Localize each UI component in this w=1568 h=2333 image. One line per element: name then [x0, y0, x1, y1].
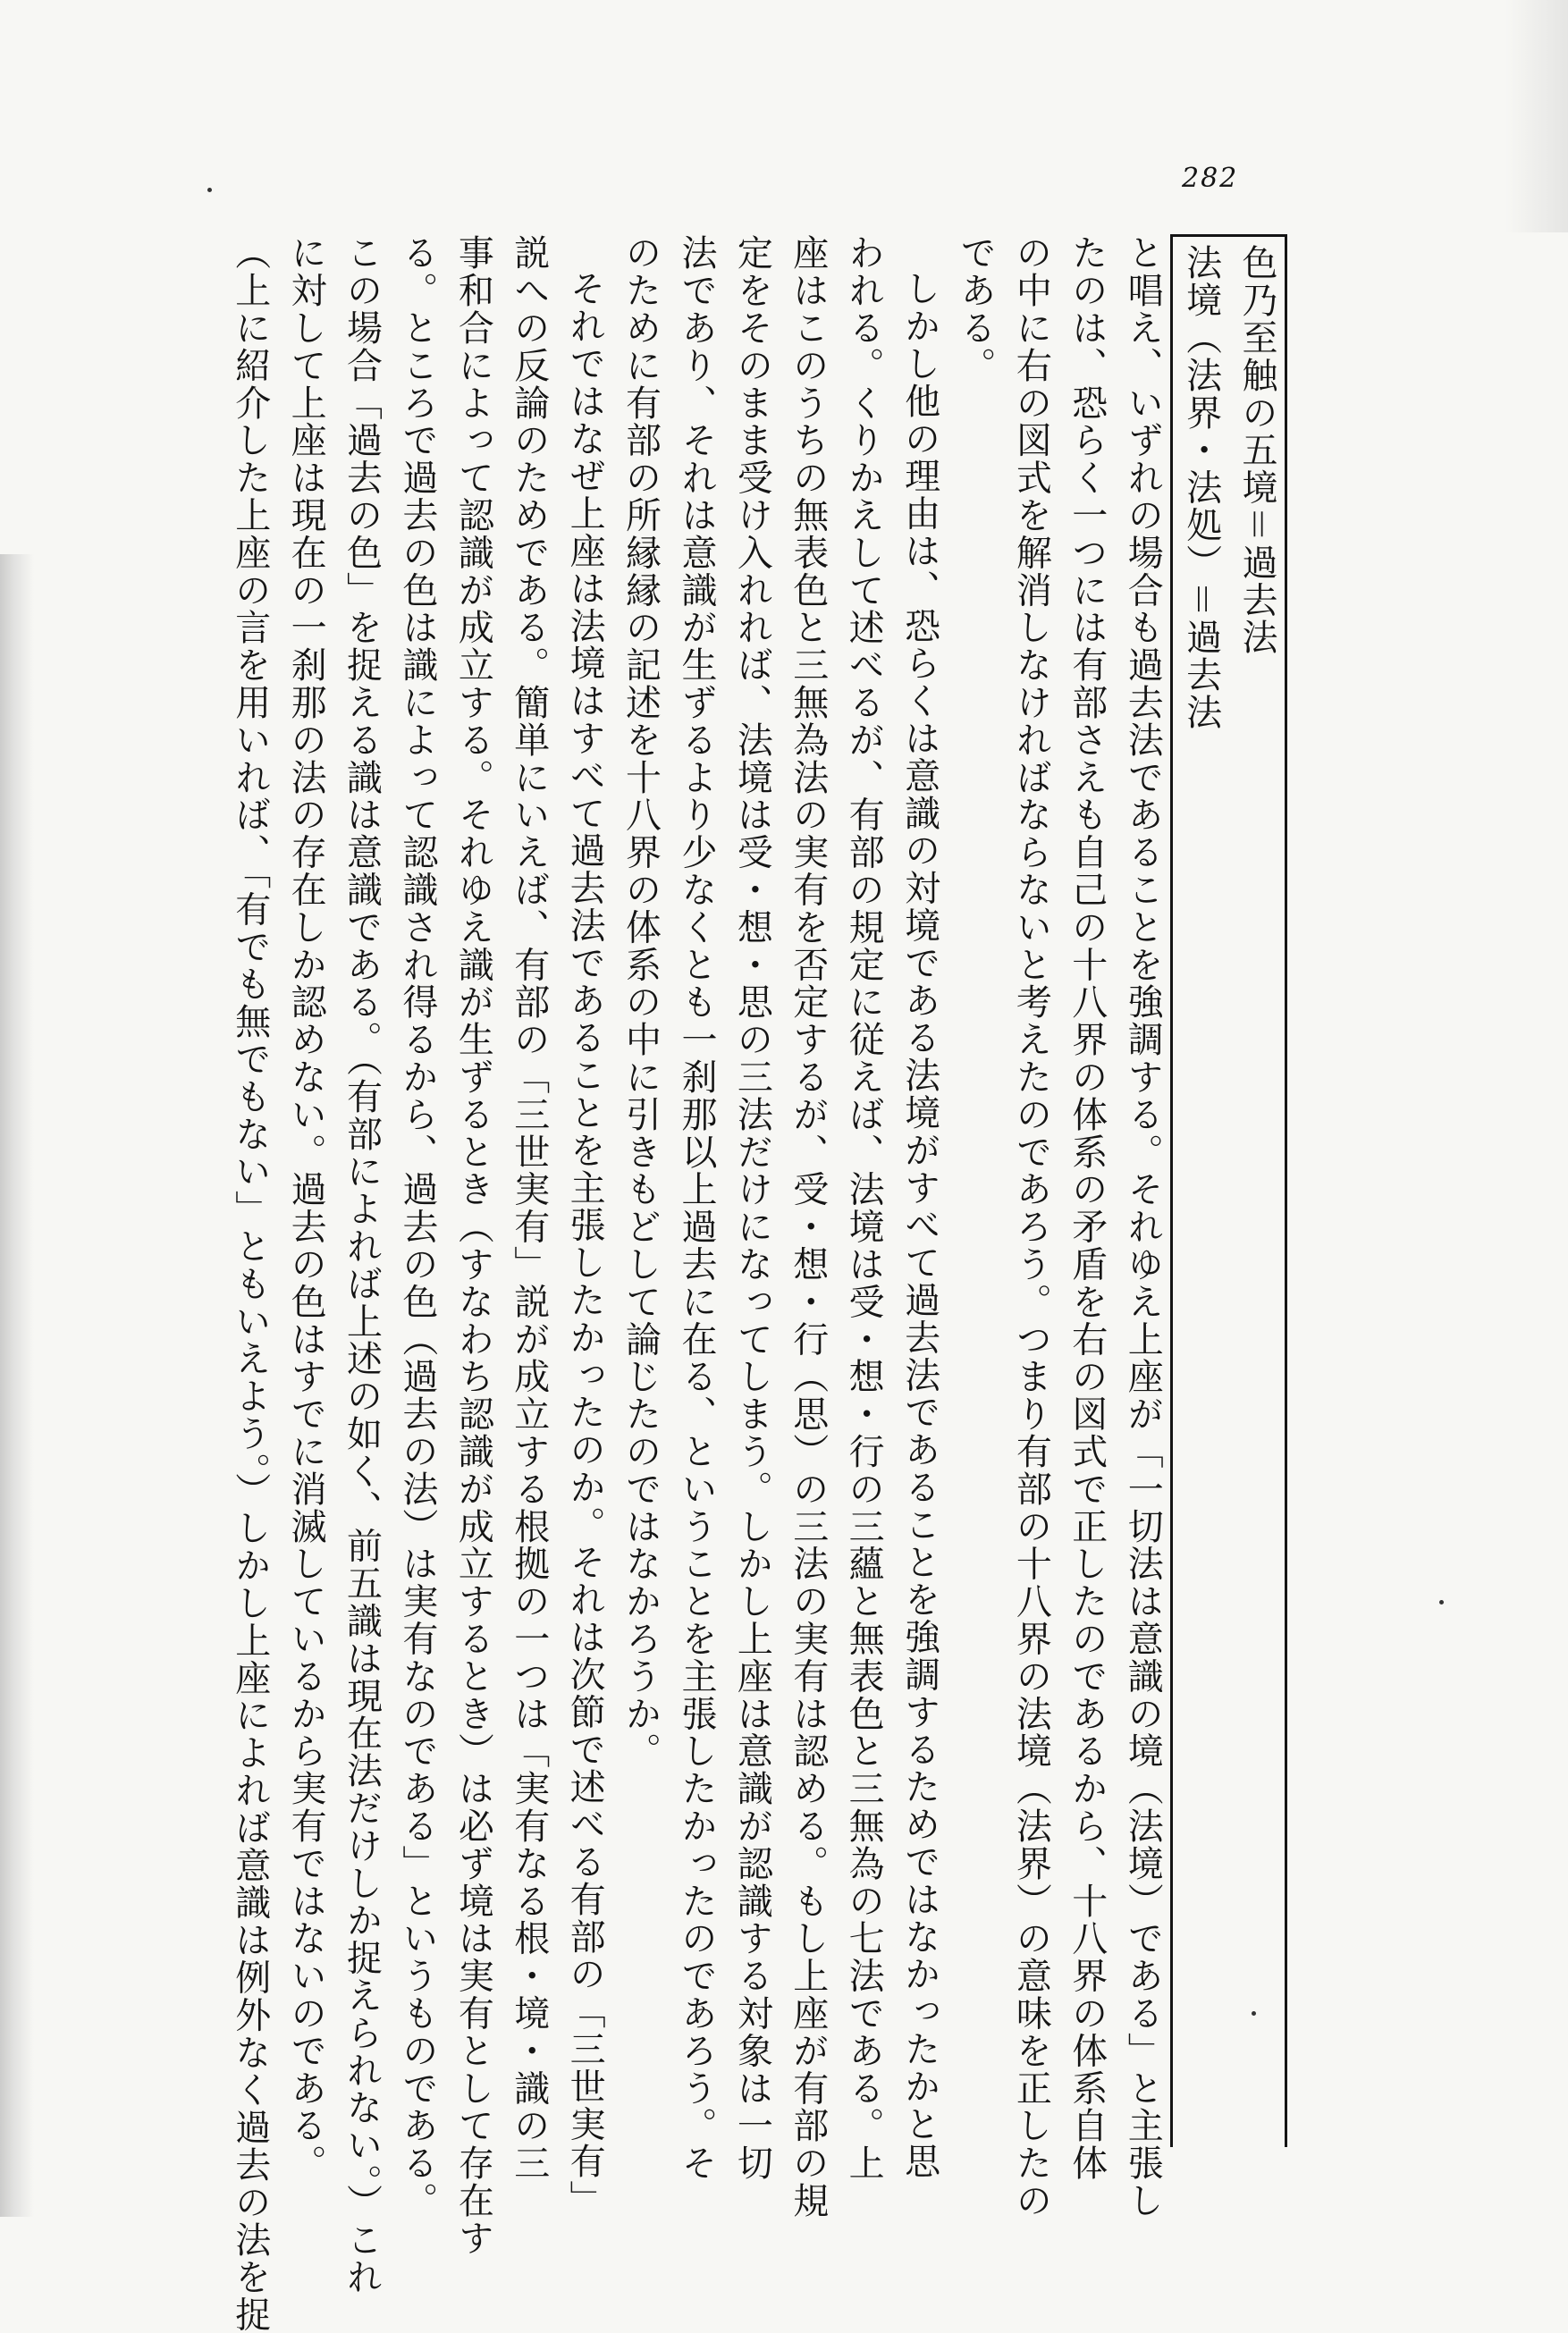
text-line: と唱え、いずれの場合も過去法であることを強調する。それゆえ上座が「一切法は意識の境（法境）である」と主張し	[1122, 234, 1164, 2219]
formula-line-2: 法境（法界・法処）＝過去法	[1170, 234, 1228, 2147]
text-line: の中に右の図式を解消しなければならないと考えたのであろう。つまり有部の十八界の法境（法界）の意味を正したの	[1010, 234, 1052, 2219]
scan-shadow-left	[0, 554, 34, 2217]
page-number: 282	[1182, 163, 1239, 194]
paragraph-start-line: しかし他の理由は、恐らくは意識の対境である法境がすべて過去法であることを強調するためではなかったかと思	[898, 270, 940, 2180]
scan-shadow-right	[1505, 0, 1568, 232]
paragraph-start-line: それではなぜ上座は法境はすべて過去法であることを主張したかったのか。それは次節で述べる有部の「三世実有」	[564, 270, 606, 2218]
text-line: のために有部の所縁縁の記述を十八界の体系の中に引きもどして論じたのではなかろうか。	[620, 234, 662, 1770]
scan-speck	[1439, 1600, 1444, 1604]
scan-speck	[1252, 2011, 1256, 2016]
text-line: 定をそのまま受け入れれば、法境は受・想・思の三法だけになってしまう。しかし上座は意識が認識する対象は一切	[731, 234, 773, 2182]
text-line: たのは、恐らく一つには有部さえも自己の十八界の体系の矛盾を右の図式で正したのであるから、十八界の体系自体	[1066, 234, 1108, 2182]
scan-speck	[207, 188, 212, 192]
formula-line-1: 色乃至触の五境＝過去法	[1229, 234, 1287, 2147]
text-line: 事和合によって認識が成立する。それゆえ識が生ずるとき（すなわち認識が成立するとき）は必ず境は実有として存在す	[452, 234, 494, 2257]
text-line: である。	[954, 234, 996, 384]
text-line: 座はこのうちの無表色と三無為法の実有を否定するが、受・想・行（思）の三法の実有は認める。もし上座が有部の規	[787, 234, 829, 2219]
text-line: に対して上座は現在の一刹那の法の存在しか認めない。過去の色はすでに消滅しているから実有ではないのである。	[285, 234, 327, 2182]
text-line: 法であり、それは意識が生ずるより少なくとも一刹那以上過去に在る、ということを主張したかったのであろう。そ	[675, 234, 717, 2182]
text-line: る。ところで過去の色は識によって認識され得るから、過去の色（過去の法）は実有なのである」というものである。	[396, 234, 438, 2219]
text-line: われる。くりかえして述べるが、有部の規定に従えば、法境は受・想・行の三蘊と無表色と三無為の七法である。上	[843, 234, 885, 2182]
text-line: （上に紹介した上座の言を用いれば、「有でも無でもない」ともいえよう。）しかし上座によれば意識は例外なく過去の法を捉	[229, 234, 271, 2333]
text-line: 説への反論のためである。簡単にいえば、有部の「三世実有」説が成立する根拠の一つは「実有なる根・境・識の三	[508, 234, 550, 2182]
vertical-body-text	[134, 234, 1287, 2333]
text-line: この場合「過去の色」を捉える識は意識である。（有部によれば上述の如く、前五識は現在法だけしか捉えられない。）これ	[341, 234, 383, 2296]
